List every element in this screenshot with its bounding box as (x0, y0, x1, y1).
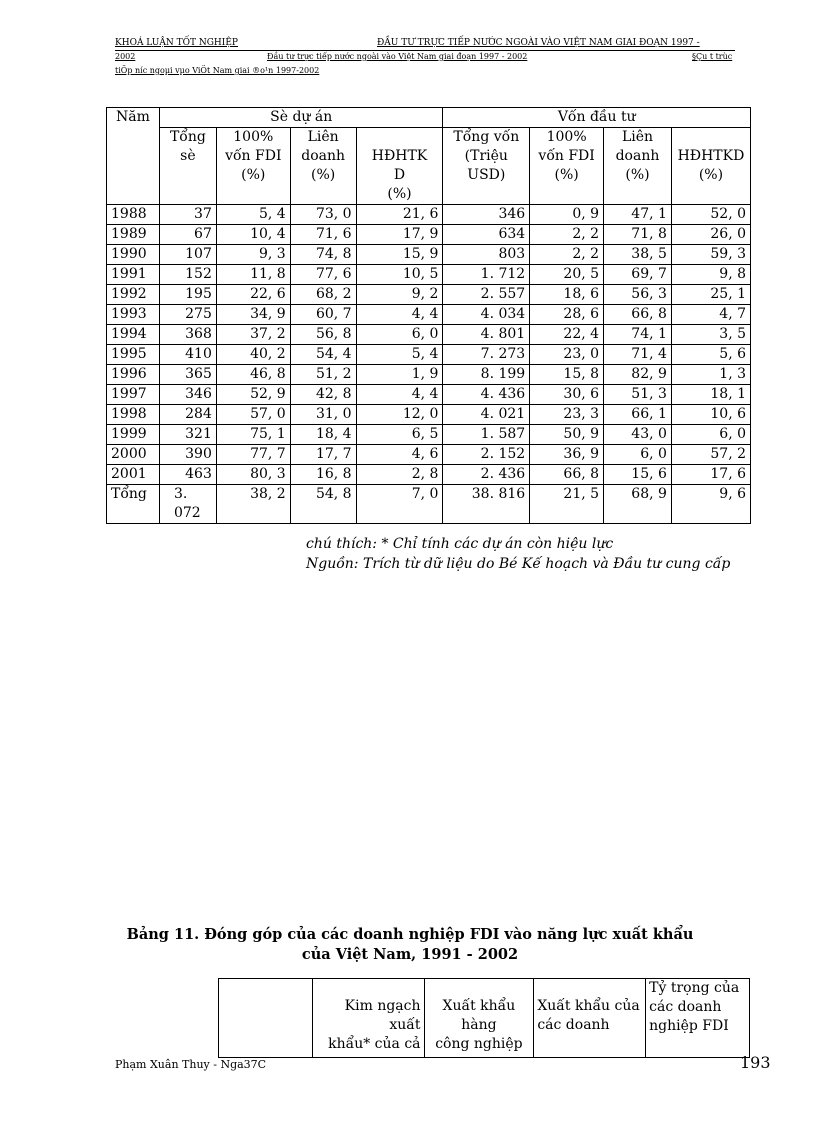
value-cell: 51, 3 (604, 385, 672, 405)
value-cell: 7. 273 (443, 345, 530, 365)
value-cell: 56, 3 (604, 285, 672, 305)
value-cell: 4, 4 (356, 385, 443, 405)
sub-line: HĐHTK (371, 148, 428, 164)
running-header-line3: tiÕp níc ngoµi vµo ViÖt Nam giai ®o¹n 1997-2002 (115, 66, 320, 75)
sub-line: vốn FDI (538, 148, 595, 164)
value-cell: 36, 9 (530, 445, 604, 465)
value-cell: 1. 712 (443, 265, 530, 285)
header-total-capital (443, 128, 530, 205)
value-cell: 2. 152 (443, 445, 530, 465)
value-cell: 15, 6 (604, 465, 672, 485)
value-cell: 80, 3 (216, 465, 290, 485)
value-cell: 390 (159, 445, 216, 465)
value-cell: 634 (443, 225, 530, 245)
header-line2-right: §Çu t trùc (692, 52, 733, 61)
value-cell: 38, 5 (604, 245, 672, 265)
value-cell: 69, 7 (604, 265, 672, 285)
sub-line: HĐHTKD (677, 148, 745, 164)
header-fdi-pct-capital (530, 128, 604, 205)
t2-line: Kim ngạch xuất (344, 998, 421, 1033)
value-cell: 67 (159, 225, 216, 245)
value-cell: 54, 4 (290, 345, 356, 365)
value-cell: 77, 6 (290, 265, 356, 285)
value-cell: 40, 2 (216, 345, 290, 365)
sub-line: 100% (233, 129, 274, 145)
value-cell: 25, 1 (671, 285, 750, 305)
value-cell: 6, 5 (356, 425, 443, 445)
table-row (107, 285, 751, 305)
sub-line: (%) (241, 167, 266, 183)
table-row (107, 225, 751, 245)
year-cell: 2001 (107, 465, 160, 485)
year-cell: 1988 (107, 205, 160, 225)
table-row (107, 445, 751, 465)
value-cell: 2, 8 (356, 465, 443, 485)
value-cell: 6, 0 (356, 325, 443, 345)
t2-line: các doanh (537, 1017, 610, 1033)
t2-line: nghiệp FDI (649, 1018, 729, 1034)
value-cell: 9, 3 (216, 245, 290, 265)
value-cell: 4. 021 (443, 405, 530, 425)
header-total-projects (159, 128, 216, 205)
value-cell: 75, 1 (216, 425, 290, 445)
table-row (107, 245, 751, 265)
value-cell: 26, 0 (671, 225, 750, 245)
header-left: KHOÁ LUẬN TỐT NGHIỆP (115, 38, 238, 48)
value-cell: 2. 557 (443, 285, 530, 305)
value-cell: 59, 3 (671, 245, 750, 265)
value-cell: 16, 8 (290, 465, 356, 485)
value-cell: 57, 2 (671, 445, 750, 465)
value-cell: 17, 9 (356, 225, 443, 245)
value-cell: 74, 8 (290, 245, 356, 265)
total-value: 68, 9 (604, 485, 672, 524)
value-cell: 18, 1 (671, 385, 750, 405)
total-value: 9, 6 (671, 485, 750, 524)
sub-line: Tổng vốn (453, 129, 520, 145)
value-cell: 34, 9 (216, 305, 290, 325)
sub-line: doanh (615, 148, 660, 164)
value-cell: 410 (159, 345, 216, 365)
value-cell: 23, 0 (530, 345, 604, 365)
value-cell: 365 (159, 365, 216, 385)
value-cell: 50, 9 (530, 425, 604, 445)
value-cell: 66, 8 (604, 305, 672, 325)
t2-line: Xuất khẩu hàng (442, 998, 516, 1033)
value-cell: 11, 8 (216, 265, 290, 285)
table2-header-export-turnover (312, 979, 424, 1058)
sub-line: Liên (621, 129, 654, 145)
value-cell: 284 (159, 405, 216, 425)
sub-line: Liên (307, 129, 339, 145)
table-row (107, 405, 751, 425)
t2-line: khẩu* của cả (328, 1036, 421, 1052)
year-cell: 1995 (107, 345, 160, 365)
value-cell: 152 (159, 265, 216, 285)
value-cell: 71, 8 (604, 225, 672, 245)
table-row (107, 325, 751, 345)
running-header-line2 (115, 52, 735, 64)
header-projects-group: Sè dự án (159, 108, 443, 128)
table-row (107, 265, 751, 285)
table2-title-line2: của Việt Nam, 1991 - 2002 (301, 946, 519, 963)
value-cell: 3, 5 (671, 325, 750, 345)
export-contribution-table (218, 978, 750, 1058)
header-year (107, 108, 160, 205)
value-cell: 71, 4 (604, 345, 672, 365)
value-cell: 321 (159, 425, 216, 445)
value-cell: 68, 2 (290, 285, 356, 305)
header-jv-pct-capital (604, 128, 672, 205)
value-cell: 60, 7 (290, 305, 356, 325)
value-cell: 71, 6 (290, 225, 356, 245)
year-cell: 1998 (107, 405, 160, 425)
header-bcc-pct-projects (356, 128, 443, 205)
sub-line: Tổng (169, 129, 206, 145)
value-cell: 56, 8 (290, 325, 356, 345)
value-cell: 47, 1 (604, 205, 672, 225)
header-jv-pct-projects (290, 128, 356, 205)
value-cell: 46, 8 (216, 365, 290, 385)
value-cell: 17, 7 (290, 445, 356, 465)
table-row (107, 305, 751, 325)
sub-line: (%) (387, 186, 412, 202)
value-cell: 12, 0 (356, 405, 443, 425)
value-cell: 57, 0 (216, 405, 290, 425)
total-label: Tổng (107, 485, 160, 524)
sub-line: vốn FDI (225, 148, 282, 164)
t2-line: các doanh (649, 999, 722, 1015)
value-cell: 2. 436 (443, 465, 530, 485)
sub-line: (%) (554, 167, 579, 183)
value-cell: 346 (159, 385, 216, 405)
total-value: 38, 2 (216, 485, 290, 524)
value-cell: 21, 6 (356, 205, 443, 225)
value-cell: 4. 436 (443, 385, 530, 405)
value-cell: 22, 6 (216, 285, 290, 305)
value-cell: 1. 587 (443, 425, 530, 445)
year-cell: 1996 (107, 365, 160, 385)
total-projects (159, 485, 216, 524)
value-cell: 42, 8 (290, 385, 356, 405)
value-cell: 82, 9 (604, 365, 672, 385)
value-cell: 4, 6 (356, 445, 443, 465)
value-cell: 23, 3 (530, 405, 604, 425)
value-cell: 74, 1 (604, 325, 672, 345)
page-number: 193 (740, 1053, 771, 1072)
value-cell: 463 (159, 465, 216, 485)
fdi-projects-table (106, 107, 751, 524)
table2-header-empty (219, 979, 313, 1058)
value-cell: 31, 0 (290, 405, 356, 425)
t2-line: Xuất khẩu của (537, 998, 640, 1014)
total-row (107, 485, 751, 524)
value-cell: 1, 9 (356, 365, 443, 385)
value-cell: 18, 6 (530, 285, 604, 305)
value-cell: 37, 2 (216, 325, 290, 345)
table-note: chú thích: * Chỉ tính các dự án còn hiệu lực (306, 536, 614, 552)
value-cell: 346 (443, 205, 530, 225)
header-year-label: Năm (116, 109, 150, 125)
value-cell: 52, 9 (216, 385, 290, 405)
value-cell: 66, 1 (604, 405, 672, 425)
header-line2-left: 2002 (115, 52, 136, 61)
total-value: 7, 0 (356, 485, 443, 524)
running-header (115, 38, 735, 51)
year-cell: 1994 (107, 325, 160, 345)
header-fdi-pct-projects (216, 128, 290, 205)
value-cell: 368 (159, 325, 216, 345)
table-row (107, 385, 751, 405)
value-cell: 0, 9 (530, 205, 604, 225)
value-cell: 1, 3 (671, 365, 750, 385)
value-cell: 37 (159, 205, 216, 225)
value-cell: 10, 4 (216, 225, 290, 245)
value-cell: 8. 199 (443, 365, 530, 385)
value-cell: 9, 8 (671, 265, 750, 285)
header-line2-mid: Đầu tư trực tiếp nước ngoài vào Việt Nam giai đoạn 1997 - 2002 (267, 52, 528, 61)
value-cell: 5, 6 (671, 345, 750, 365)
year-cell: 1991 (107, 265, 160, 285)
year-cell: 1997 (107, 385, 160, 405)
header-capital-group: Vốn đầu tư (443, 108, 751, 128)
value-cell: 30, 6 (530, 385, 604, 405)
total-value: 38. 816 (443, 485, 530, 524)
value-cell: 10, 6 (671, 405, 750, 425)
value-cell: 6, 0 (604, 445, 672, 465)
sub-line: (%) (698, 167, 724, 183)
year-cell: 1990 (107, 245, 160, 265)
sub-line: (%) (625, 167, 650, 183)
value-cell: 20, 5 (530, 265, 604, 285)
total-projects-line: 3. (173, 486, 188, 502)
value-cell: 275 (159, 305, 216, 325)
value-cell: 5, 4 (356, 345, 443, 365)
value-cell: 803 (443, 245, 530, 265)
table-row (107, 345, 751, 365)
value-cell: 4, 7 (671, 305, 750, 325)
header-bcc-pct-capital (671, 128, 750, 205)
value-cell: 15, 9 (356, 245, 443, 265)
table-row (107, 205, 751, 225)
total-value: 54, 8 (290, 485, 356, 524)
table-source: Nguồn: Trích từ dữ liệu do Bé Kế hoạch và Đầu tư cung cấp (306, 556, 731, 572)
sub-line: (%) (311, 167, 336, 183)
value-cell: 9, 2 (356, 285, 443, 305)
table2-title (100, 925, 720, 965)
table2-title-line1: Bảng 11. Đóng góp của các doanh nghiệp FDI vào năng lực xuất khẩu (126, 926, 694, 943)
sub-line: D (393, 167, 406, 183)
value-cell: 6, 0 (671, 425, 750, 445)
value-cell: 4. 034 (443, 305, 530, 325)
value-cell: 2, 2 (530, 225, 604, 245)
year-cell: 1989 (107, 225, 160, 245)
table2-header-row (219, 979, 750, 1058)
value-cell: 5, 4 (216, 205, 290, 225)
value-cell: 2, 2 (530, 245, 604, 265)
value-cell: 195 (159, 285, 216, 305)
value-cell: 66, 8 (530, 465, 604, 485)
t2-line: Tỷ trọng của (649, 980, 740, 996)
year-cell: 2000 (107, 445, 160, 465)
sub-line: sè (180, 148, 196, 164)
table-row (107, 425, 751, 445)
value-cell: 18, 4 (290, 425, 356, 445)
table2-header-fdi-share (646, 979, 750, 1058)
value-cell: 4, 4 (356, 305, 443, 325)
value-cell: 73, 0 (290, 205, 356, 225)
year-cell: 1992 (107, 285, 160, 305)
footer-author: Phạm Xuân Thuy - Nga37C (115, 1058, 267, 1071)
header-right: ĐẦU TƯ TRỰC TIẾP NƯỚC NGOÀI VÀO VIỆT NAM GIAI ĐOẠN 1997 - (377, 38, 700, 48)
value-cell: 51, 2 (290, 365, 356, 385)
value-cell: 43, 0 (604, 425, 672, 445)
total-value: 21, 5 (530, 485, 604, 524)
table2-header-industrial-export (424, 979, 534, 1058)
value-cell: 77, 7 (216, 445, 290, 465)
table-row (107, 365, 751, 385)
table2-header-enterprise-export (534, 979, 646, 1058)
t2-line: công nghiệp (435, 1036, 523, 1052)
value-cell: 10, 5 (356, 265, 443, 285)
value-cell: 107 (159, 245, 216, 265)
sub-line: doanh (301, 148, 346, 164)
sub-line: (Triệu USD) (464, 148, 508, 183)
year-cell: 1993 (107, 305, 160, 325)
table-row (107, 465, 751, 485)
value-cell: 52, 0 (671, 205, 750, 225)
value-cell: 28, 6 (530, 305, 604, 325)
value-cell: 17, 6 (671, 465, 750, 485)
value-cell: 22, 4 (530, 325, 604, 345)
total-projects-line: 072 (173, 505, 201, 521)
value-cell: 4. 801 (443, 325, 530, 345)
sub-line: 100% (546, 129, 587, 145)
year-cell: 1999 (107, 425, 160, 445)
value-cell: 15, 8 (530, 365, 604, 385)
